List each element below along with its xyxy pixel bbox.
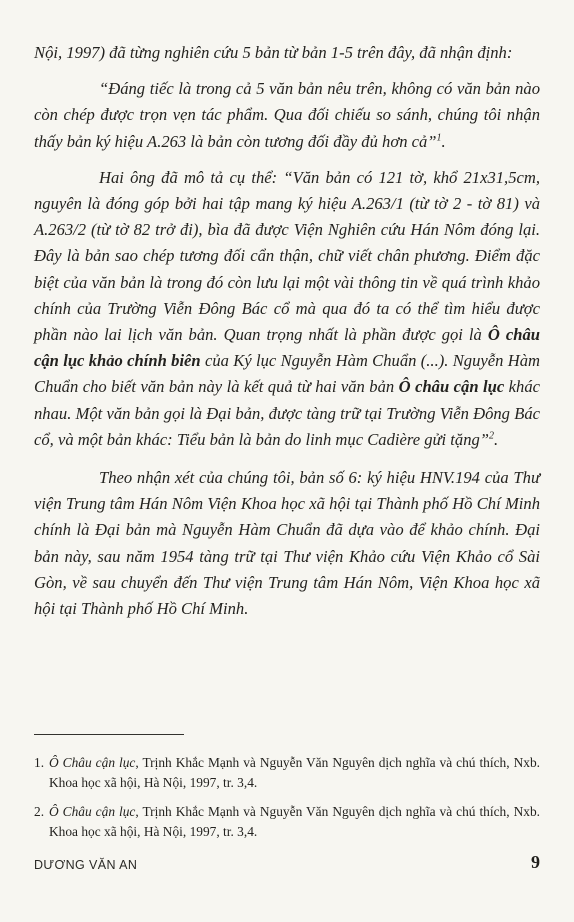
paragraph-commentary xyxy=(34,465,540,622)
running-footer-author: DƯƠNG VĂN AN xyxy=(34,858,138,872)
paragraph-quote xyxy=(34,76,540,155)
book-page xyxy=(34,40,540,900)
footnote-ref-2: 2 xyxy=(489,430,495,442)
footnote-number: 1. xyxy=(34,755,45,770)
footnote-ref-1: 1 xyxy=(436,132,442,144)
footnote-text: , Trịnh Khắc Mạnh và Nguyễn Văn Nguyên dịch nghĩa và chú thích, Nxb. Khoa học xã hội, Hà Nội, 1997, tr. 3,4. xyxy=(49,804,540,839)
footnote-2 xyxy=(34,802,540,842)
bold-title-2: Ô châu cận lục xyxy=(398,377,505,397)
footnote-title: Ô Châu cận lục xyxy=(49,804,136,819)
footnote-title: Ô Châu cận lục xyxy=(49,755,136,770)
paragraph-description xyxy=(34,165,540,453)
paragraph-text: Theo nhận xét của chúng tôi, bản số 6: ký hiệu HNV.194 của Thư viện Trung tâm Hán Nôm Viện Khoa học xã hội tại Thành phố Hồ Chí Minh chính là Đại bản mà Nguyễn Hàm Chuẩn đã dựa vào để khảo chính. Đại bản này, sau năm 1954 tàng trữ tại Thư viện Khảo cứu Viện Khảo cổ Sài Gòn, về sau chuyển đến Thư viện Trung tâm Hán Nôm, Viện Khoa học xã hội tại Thành phố Hồ Chí Minh. xyxy=(34,468,540,619)
paragraph-text: của Ký lục Nguyễn Hàm Chuẩn (...). Nguyễn Hàm Chuẩn cho biết văn bản này là kết quả từ hai văn bản xyxy=(34,351,540,397)
bold-title-1: Ô châu cận lục khảo chính biên xyxy=(34,325,540,371)
footnote-text: , Trịnh Khắc Mạnh và Nguyễn Văn Nguyên dịch nghĩa và chú thích, Nxb. Khoa học xã hội, Hà Nội, 1997, tr. 3,4. xyxy=(49,755,540,790)
footnote-1 xyxy=(34,753,540,793)
footnote-divider xyxy=(34,734,184,735)
quote-text: “Đáng tiếc là trong cả 5 văn bản nêu trên, không có văn bản nào còn chép được trọn vẹn tác phẩm. Qua đối chiếu so sánh, chúng tôi nhận thấy bản ký hiệu A.263 là bản còn tương đối đầy đủ hơn cả” xyxy=(34,79,540,151)
paragraph-end: . xyxy=(494,429,499,449)
paragraph-text: khác nhau. Một văn bản gọi là Đại bản, được tàng trữ tại Trường Viễn Đông Bác cổ, và một bản khác: Tiểu bản là bản do linh mục Cadière gửi tặng” xyxy=(34,377,540,449)
footnote-number: 2. xyxy=(34,804,45,819)
paragraph-text: Nội, 1997) đã từng nghiên cứu 5 bản từ bản 1-5 trên đây, đã nhận định: xyxy=(34,43,513,62)
paragraph-text: Hai ông đã mô tả cụ thể: “Văn bản có 121 tờ, khổ 21x31,5cm, nguyên là đóng góp bởi hai tập mang ký hiệu A.263/1 (từ tờ 2 - tờ 81) và A.263/2 (từ tờ 82 trở đi), bìa đã được Viện Nghiên cứu Hán Nôm đóng lại. Đây là bản sao chép tương đối cẩn thận, chữ viết chân phương. Điểm đặc biệt của văn bản là trong đó còn lưu lại một vài thông tin về quá trình khảo chính của Trường Viễn Đông Bác cổ mà qua đó ta có thể tìm hiểu được phần nào lai lịch văn bản. Quan trọng nhất là phần được gọi là xyxy=(34,167,540,345)
paragraph-continuation xyxy=(34,40,540,66)
page-number: 9 xyxy=(531,852,540,872)
quote-end: . xyxy=(441,131,446,151)
